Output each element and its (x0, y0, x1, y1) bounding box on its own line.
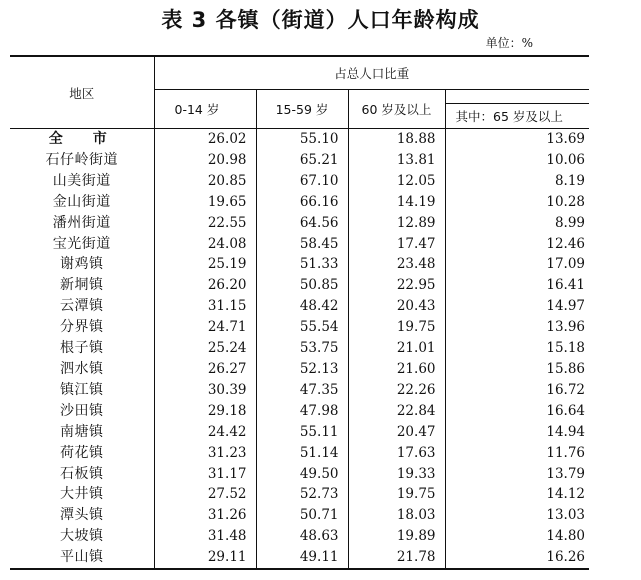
value-cell: 29.18 (154, 401, 256, 422)
region-cell: 山美街道 (52, 172, 111, 189)
value-cell: 16.64 (445, 401, 589, 422)
value-cell: 16.26 (445, 547, 589, 569)
region-cell: 沙田镇 (60, 402, 104, 419)
table-row (10, 422, 589, 443)
table-row (10, 505, 589, 526)
table-row (10, 464, 589, 485)
column-header-65-plus (445, 90, 589, 129)
value-cell: 11.76 (445, 443, 589, 464)
value-cell: 53.75 (256, 338, 348, 359)
table-row (10, 547, 589, 569)
value-cell: 13.96 (445, 317, 589, 338)
group-header: 占总人口比重 (154, 56, 589, 90)
value-cell: 24.71 (154, 317, 256, 338)
value-cell: 24.42 (154, 422, 256, 443)
value-cell: 22.84 (348, 401, 445, 422)
value-cell: 48.42 (256, 296, 348, 317)
value-cell: 26.20 (154, 275, 256, 296)
value-cell: 25.19 (154, 254, 256, 275)
value-cell: 22.55 (154, 213, 256, 234)
value-cell: 25.24 (154, 338, 256, 359)
table-row (10, 171, 589, 192)
table-title: 表 3 各镇（街道）人口年龄构成 (161, 8, 480, 32)
region-cell: 新垌镇 (60, 277, 104, 294)
value-cell: 26.27 (154, 359, 256, 380)
table-row (10, 213, 589, 234)
value-cell: 16.41 (445, 275, 589, 296)
value-cell: 47.35 (256, 380, 348, 401)
table-row (10, 338, 589, 359)
value-cell: 14.80 (445, 526, 589, 547)
value-cell: 17.09 (445, 254, 589, 275)
value-cell: 20.43 (348, 296, 445, 317)
region-cell: 潭头镇 (60, 507, 104, 524)
column-header-15-59: 15-59 岁 (256, 90, 348, 129)
value-cell: 66.16 (256, 192, 348, 213)
value-cell: 31.26 (154, 505, 256, 526)
value-cell: 20.85 (154, 171, 256, 192)
value-cell: 31.48 (154, 526, 256, 547)
value-cell: 10.28 (445, 192, 589, 213)
value-cell: 13.03 (445, 505, 589, 526)
region-cell: 南塘镇 (60, 423, 104, 440)
value-cell: 27.52 (154, 484, 256, 505)
value-cell: 26.02 (154, 129, 256, 150)
value-cell: 13.69 (445, 129, 589, 150)
value-cell: 18.03 (348, 505, 445, 526)
region-cell: 分界镇 (60, 319, 104, 336)
value-cell: 24.08 (154, 234, 256, 255)
value-cell: 55.11 (256, 422, 348, 443)
value-cell: 51.33 (256, 254, 348, 275)
value-cell: 23.48 (348, 254, 445, 275)
value-cell: 49.50 (256, 464, 348, 485)
region-cell: 谢鸡镇 (60, 256, 104, 273)
table-row (10, 254, 589, 275)
value-cell: 20.47 (348, 422, 445, 443)
region-cell: 石板镇 (60, 465, 104, 482)
value-cell: 31.23 (154, 443, 256, 464)
value-cell: 15.18 (445, 338, 589, 359)
age-structure-table (10, 55, 589, 570)
value-cell: 19.65 (154, 192, 256, 213)
value-cell: 52.73 (256, 484, 348, 505)
table-body (10, 129, 589, 570)
value-cell: 65.21 (256, 150, 348, 171)
table-row (10, 150, 589, 171)
value-cell: 50.85 (256, 275, 348, 296)
value-cell: 52.13 (256, 359, 348, 380)
value-cell: 12.89 (348, 213, 445, 234)
value-cell: 19.75 (348, 317, 445, 338)
value-cell: 29.11 (154, 547, 256, 569)
value-cell: 12.05 (348, 171, 445, 192)
value-cell: 14.19 (348, 192, 445, 213)
table-row (10, 380, 589, 401)
table-row (10, 401, 589, 422)
value-cell: 8.19 (445, 171, 589, 192)
region-cell: 金山街道 (52, 193, 111, 210)
value-cell: 51.14 (256, 443, 348, 464)
region-cell: 平山镇 (10, 547, 154, 569)
value-cell: 14.94 (445, 422, 589, 443)
region-cell: 云潭镇 (60, 298, 104, 315)
region-cell: 大井镇 (60, 486, 104, 503)
region-header: 地区 (10, 56, 154, 129)
table-row (10, 129, 589, 150)
table-row (10, 359, 589, 380)
table-row (10, 484, 589, 505)
column-header-0-14: 0-14 岁 (154, 90, 256, 129)
region-cell: 大坡镇 (60, 528, 104, 545)
value-cell: 30.39 (154, 380, 256, 401)
region-cell: 潘州街道 (52, 214, 111, 231)
value-cell: 14.12 (445, 484, 589, 505)
value-cell: 22.95 (348, 275, 445, 296)
value-cell: 19.33 (348, 464, 445, 485)
value-cell: 14.97 (445, 296, 589, 317)
table-row (10, 526, 589, 547)
value-cell: 49.11 (256, 547, 348, 569)
value-cell: 15.86 (445, 359, 589, 380)
value-cell: 67.10 (256, 171, 348, 192)
value-cell: 10.06 (445, 150, 589, 171)
value-cell: 58.45 (256, 234, 348, 255)
value-cell: 50.71 (256, 505, 348, 526)
table-row (10, 296, 589, 317)
region-cell: 根子镇 (60, 340, 104, 357)
region-cell: 泗水镇 (60, 360, 104, 377)
region-cell: 全 市 (48, 131, 115, 147)
value-cell: 22.26 (348, 380, 445, 401)
table-row (10, 192, 589, 213)
value-cell: 47.98 (256, 401, 348, 422)
value-cell: 48.63 (256, 526, 348, 547)
value-cell: 31.17 (154, 464, 256, 485)
value-cell: 64.56 (256, 213, 348, 234)
value-cell: 31.15 (154, 296, 256, 317)
column-header-60-plus: 60 岁及以上 (348, 90, 445, 129)
value-cell: 21.01 (348, 338, 445, 359)
value-cell: 8.99 (445, 213, 589, 234)
value-cell: 21.60 (348, 359, 445, 380)
region-cell: 镇江镇 (60, 381, 104, 398)
value-cell: 13.79 (445, 464, 589, 485)
value-cell: 17.63 (348, 443, 445, 464)
value-cell: 12.46 (445, 234, 589, 255)
table-row (10, 275, 589, 296)
unit-label: 单位：% (485, 36, 533, 50)
table-row (10, 443, 589, 464)
value-cell: 18.88 (348, 129, 445, 150)
value-cell: 20.98 (154, 150, 256, 171)
value-cell: 55.54 (256, 317, 348, 338)
value-cell: 16.72 (445, 380, 589, 401)
column-header-65-plus-label: 其中：65 岁及以上 (446, 103, 590, 128)
region-cell: 荷花镇 (60, 444, 104, 461)
table-row (10, 317, 589, 338)
value-cell: 19.89 (348, 526, 445, 547)
value-cell: 21.78 (348, 547, 445, 569)
region-cell: 宝光街道 (52, 235, 111, 252)
value-cell: 19.75 (348, 484, 445, 505)
value-cell: 17.47 (348, 234, 445, 255)
table-row (10, 234, 589, 255)
region-cell: 石仔岭街道 (45, 151, 118, 168)
value-cell: 55.10 (256, 129, 348, 150)
value-cell: 13.81 (348, 150, 445, 171)
